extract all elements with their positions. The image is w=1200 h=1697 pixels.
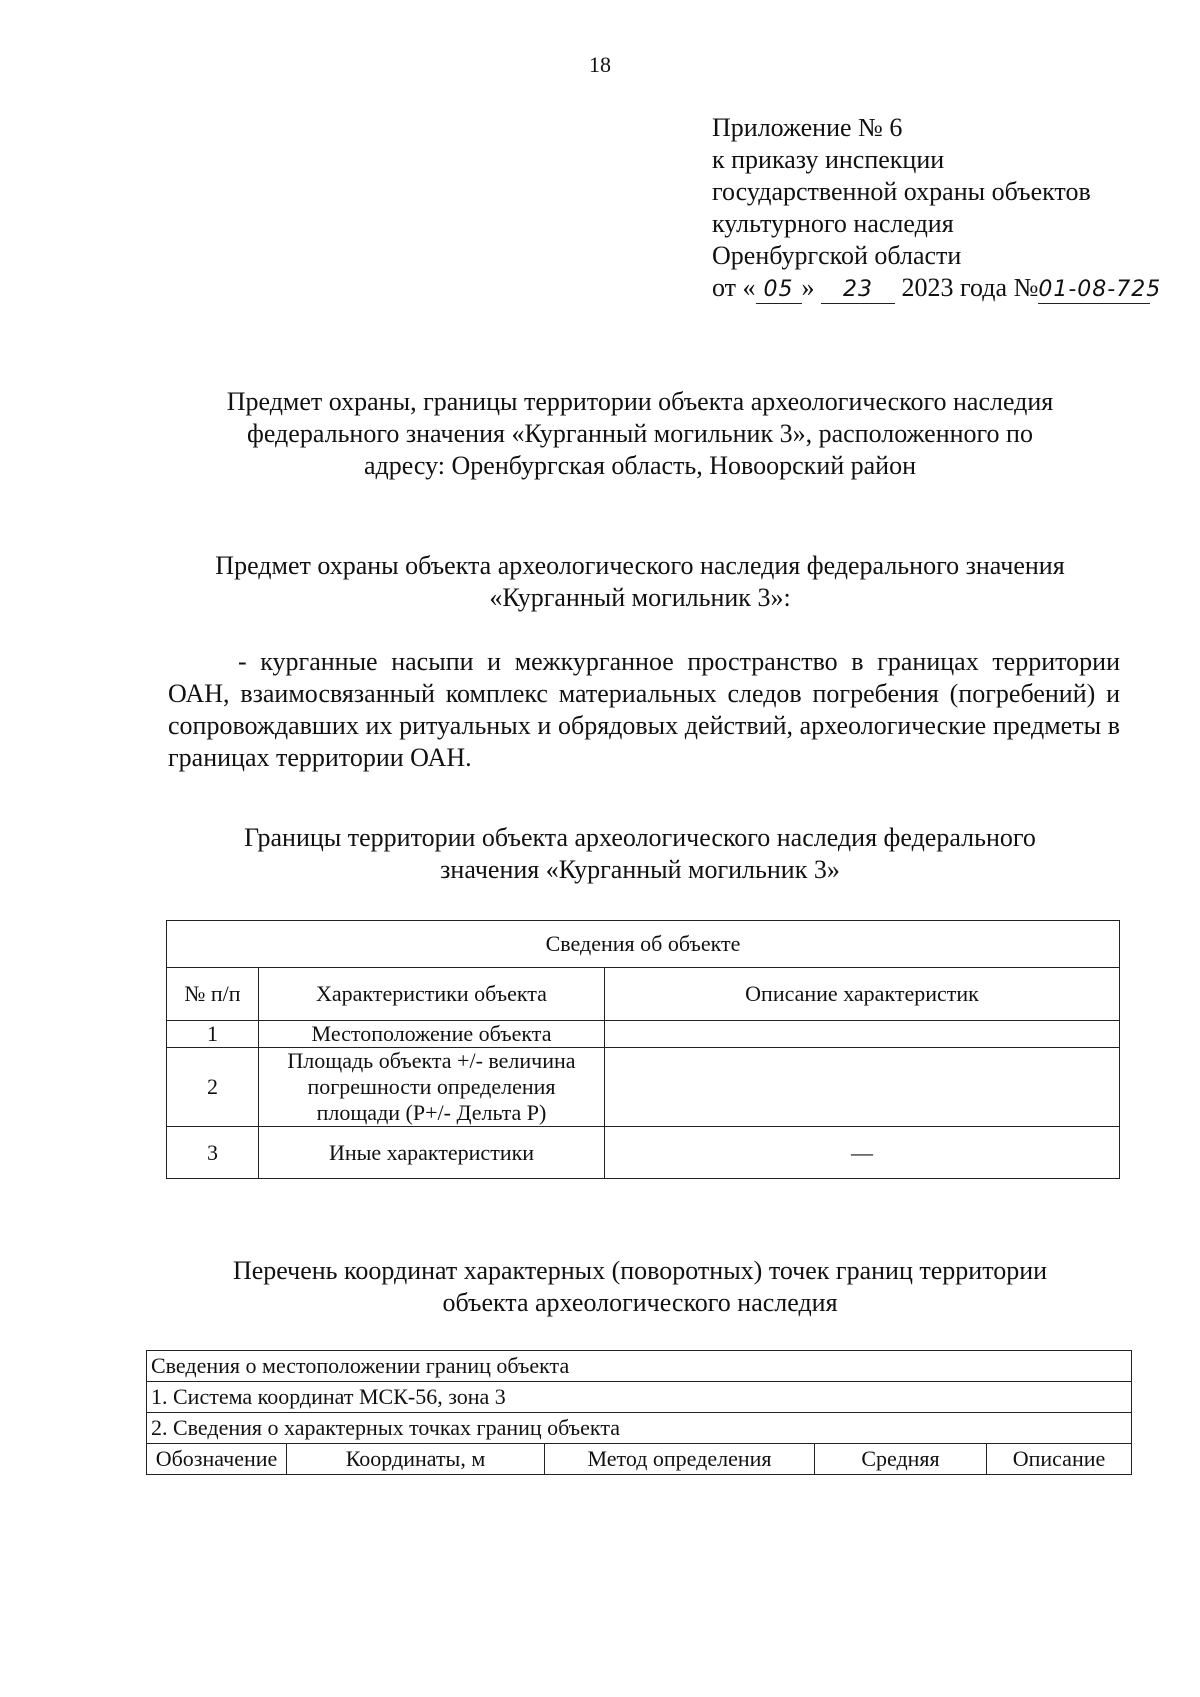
- boundary-title-line: значения «Курганный могильник 3»: [440, 855, 840, 884]
- main-title-line: федерального значения «Курганный могильник 3», расположенного по: [247, 419, 1033, 448]
- row-name-line: Площадь объекта +/- величина: [287, 1048, 576, 1073]
- subject-title: [160, 550, 1120, 614]
- row-name: Иные характеристики: [259, 1127, 605, 1179]
- column-header: № п/п: [167, 968, 259, 1021]
- row-name-line: погрешности определения: [307, 1074, 556, 1099]
- main-title-line: адресу: Оренбургская область, Новоорский район: [363, 451, 917, 480]
- coords-title-line: Перечень координат характерных (поворотных) точек границ территории: [232, 1256, 1048, 1285]
- coords-row: 1. Система координат МСК-56, зона 3: [147, 1382, 1132, 1413]
- row-desc: [605, 1048, 1120, 1127]
- row-name-line: площади (Р+/- Дельта Р): [316, 1100, 547, 1125]
- coords-column-header: Метод определения: [545, 1444, 815, 1475]
- subject-title-line: Предмет охраны объекта археологического наследия федерального значения: [215, 551, 1065, 580]
- boundary-title-line: Границы территории объекта археологического наследия федерального: [244, 823, 1036, 852]
- subject-paragraph: - курганные насыпи и межкурганное пространство в границах территории ОАН, взаимосвязанный комплекс материальных следов погребения (погребений) и сопровождавших их ритуальных и обрядовых действий, археологические предметы в границах территории ОАН.: [168, 647, 1120, 772]
- table-row: [167, 1021, 1120, 1048]
- coords-column-header: Средняя: [815, 1444, 987, 1475]
- column-header: Характеристики объекта: [259, 968, 605, 1021]
- date-mid: »: [801, 273, 815, 302]
- coords-table: [146, 1350, 1132, 1475]
- column-header: Описание характеристик: [605, 968, 1120, 1021]
- date-month: 23: [821, 277, 895, 304]
- row-name: [259, 1048, 605, 1127]
- appendix-line: государственной охраны объектов: [712, 177, 1091, 206]
- table-row: [167, 1127, 1120, 1179]
- appendix-line: к приказу инспекции: [712, 145, 945, 174]
- object-info-table: [166, 920, 1120, 1179]
- coords-title: [160, 1255, 1120, 1319]
- coords-row: 2. Сведения о характерных точках границ объекта: [147, 1413, 1132, 1444]
- table-header: Сведения об объекте: [167, 921, 1120, 968]
- row-number: 2: [167, 1048, 259, 1127]
- coords-title-line: объекта археологического наследия: [442, 1288, 838, 1317]
- main-title: [160, 386, 1120, 482]
- row-name: Местоположение объекта: [259, 1021, 605, 1048]
- table-row: [167, 1048, 1120, 1127]
- coords-row: Сведения о местоположении границ объекта: [147, 1351, 1132, 1382]
- appendix-header: [712, 112, 1162, 304]
- subject-text: [168, 646, 1120, 774]
- appendix-line: культурного наследия: [712, 209, 954, 238]
- row-desc: —: [605, 1127, 1120, 1179]
- order-number: 01-08-725: [1038, 277, 1162, 302]
- subject-title-line: «Курганный могильник 3»:: [489, 583, 791, 612]
- coords-column-header: Описание: [987, 1444, 1132, 1475]
- row-number: 3: [167, 1127, 259, 1179]
- row-number: 1: [167, 1021, 259, 1048]
- boundary-title: [180, 822, 1100, 886]
- date-year: 2023 года №: [901, 273, 1039, 302]
- main-title-line: Предмет охраны, границы территории объекта археологического наследия: [226, 387, 1054, 416]
- page-number: 18: [589, 52, 611, 77]
- coords-column-header: Координаты, м: [287, 1444, 545, 1475]
- appendix-line: Приложение № 6: [712, 113, 903, 142]
- coords-column-header: Обозначение: [147, 1444, 287, 1475]
- date-prefix: от «: [712, 273, 756, 302]
- date-day: 05: [756, 277, 802, 304]
- row-desc: [605, 1021, 1120, 1048]
- appendix-date-line: [712, 272, 1162, 304]
- appendix-line: Оренбургской области: [712, 241, 962, 270]
